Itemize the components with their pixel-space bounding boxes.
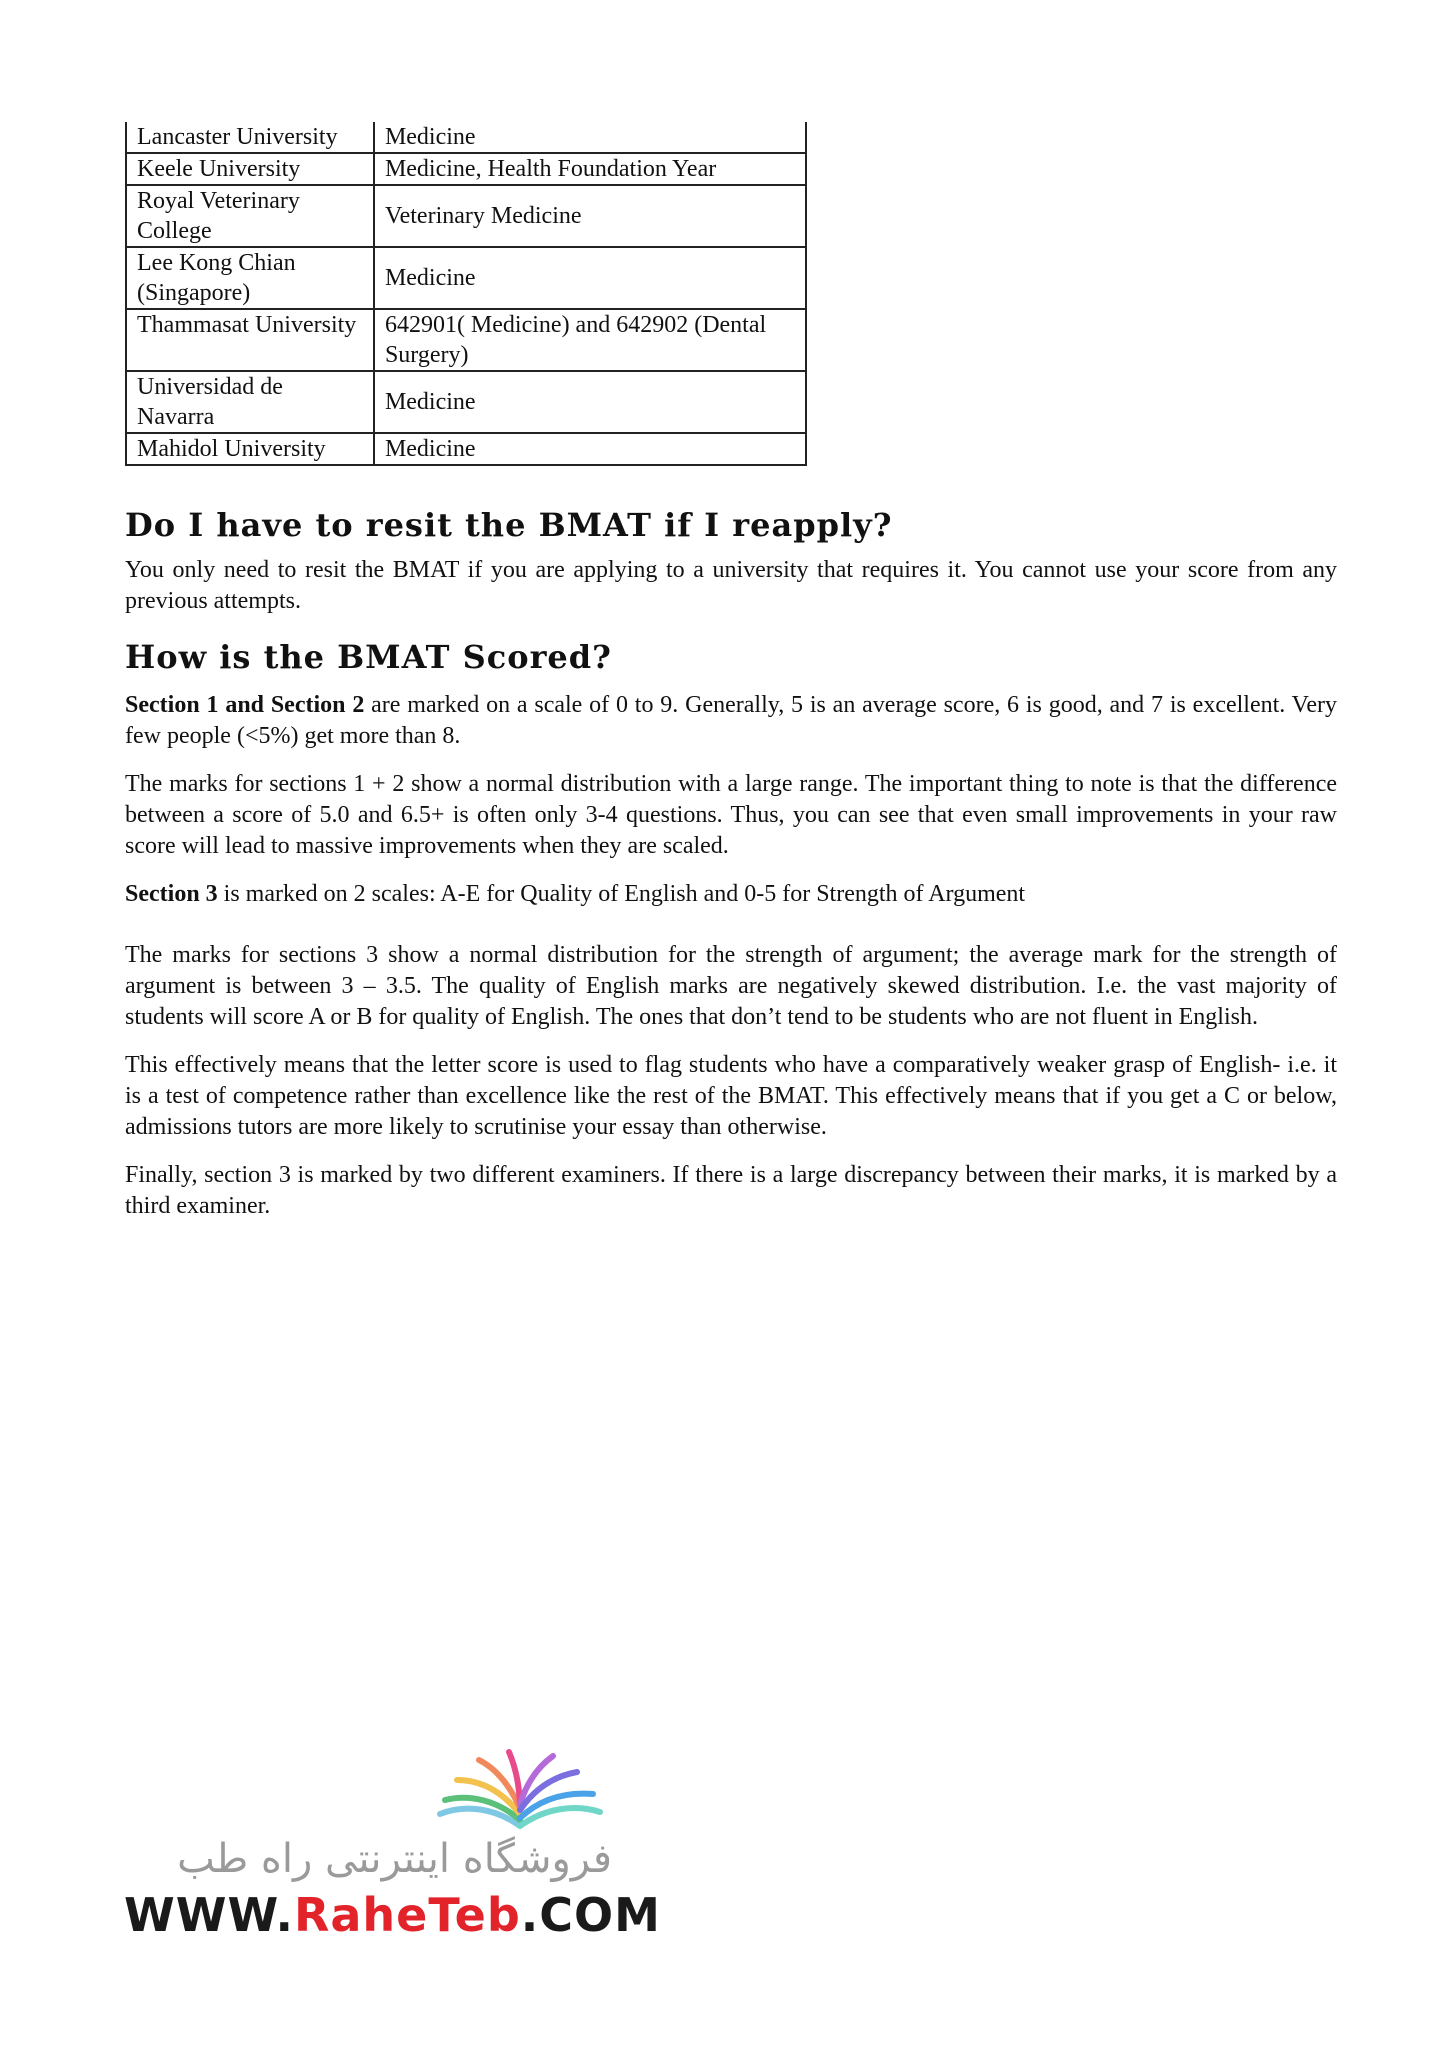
table-row [126, 153, 806, 185]
watermark-url-suffix: .COM [520, 1888, 661, 1942]
course-cell: Medicine [374, 371, 806, 433]
table-row [126, 185, 806, 247]
university-cell: Royal Veterinary College [126, 185, 374, 247]
open-book-logo-icon [435, 1748, 605, 1838]
scoring-paragraph-examiners: Finally, section 3 is marked by two different examiners. If there is a large discrepancy between their marks, it is marked by a third examiner. [125, 1162, 1337, 1219]
scoring-text-section-3: is marked on 2 scales: A-E for Quality of English and 0-5 for Strength of Argument [217, 881, 1026, 907]
watermark-url-prefix: WWW. [124, 1888, 294, 1942]
table-row [126, 122, 806, 153]
course-cell: Medicine, Health Foundation Year [374, 153, 806, 185]
scoring-paragraph-letter-score: This effectively means that the letter score is used to flag students who have a comparatively weaker grasp of English- i.e. it is a test of competence rather than excellence like the rest of the BMAT. This effectively means that if you get a C or below, admissions tutors are more likely to scrutinise your essay than otherwise. [125, 1052, 1337, 1140]
scoring-bold-section-3: Section 3 [125, 881, 218, 907]
table-row [126, 247, 806, 309]
course-cell: Medicine [374, 122, 806, 153]
universities-table-body [126, 122, 806, 465]
scoring-text-sections-1-2: are marked on a scale of 0 to 9. Generally, 5 is an average score, 6 is good, and 7 is excellent. Very few people (<5%) get more than 8. [125, 692, 1337, 749]
universities-table [125, 122, 807, 466]
university-cell: Universidad de Navarra [126, 371, 374, 433]
scoring-paragraph-sections-1-2 [125, 690, 1337, 752]
resit-paragraph: You only need to resit the BMAT if you are applying to a university that requires it. You cannot use your score from any previous attempts. [125, 557, 1337, 614]
course-cell: Medicine [374, 433, 806, 465]
table-row [126, 309, 806, 371]
university-cell: Lee Kong Chian (Singapore) [126, 247, 374, 309]
raheteb-watermark [120, 1748, 661, 1942]
course-cell: Medicine [374, 247, 806, 309]
resit-heading: Do I have to resit the BMAT if I reapply? [125, 506, 893, 544]
university-cell: Thammasat University [126, 309, 374, 371]
university-cell: Mahidol University [126, 433, 374, 465]
university-cell: Lancaster University [126, 122, 374, 153]
watermark-url-brand: RaheTeb [293, 1888, 521, 1942]
watermark-url [124, 1888, 661, 1942]
watermark-persian-text: فروشگاه اینترنتی راه طب [177, 1836, 612, 1882]
scoring-paragraph-section-3 [125, 879, 1337, 910]
scoring-bold-sections-1-2: Section 1 and Section 2 [125, 692, 365, 718]
course-cell: 642901( Medicine) and 642902 (Dental Surgery) [374, 309, 806, 371]
table-row [126, 433, 806, 465]
university-cell: Keele University [126, 153, 374, 185]
course-cell: Veterinary Medicine [374, 185, 806, 247]
scoring-paragraph-distribution: The marks for sections 1 + 2 show a normal distribution with a large range. The important thing to note is that the difference between a score of 5.0 and 6.5+ is often only 3-4 questions. Thus, you can see that even small improvements in your raw score will lead to massive improvements when they are scaled. [125, 771, 1337, 859]
scoring-paragraph-section-3-distribution: The marks for sections 3 show a normal distribution for the strength of argument; the average mark for the strength of argument is between 3 – 3.5. The quality of English marks are negatively skewed distribution. I.e. the vast majority of students will score A or B for quality of English. The ones that don’t tend to be students who are not fluent in English. [125, 942, 1337, 1030]
table-row [126, 371, 806, 433]
scoring-heading: How is the BMAT Scored? [125, 638, 612, 676]
document-page [125, 122, 1337, 1222]
